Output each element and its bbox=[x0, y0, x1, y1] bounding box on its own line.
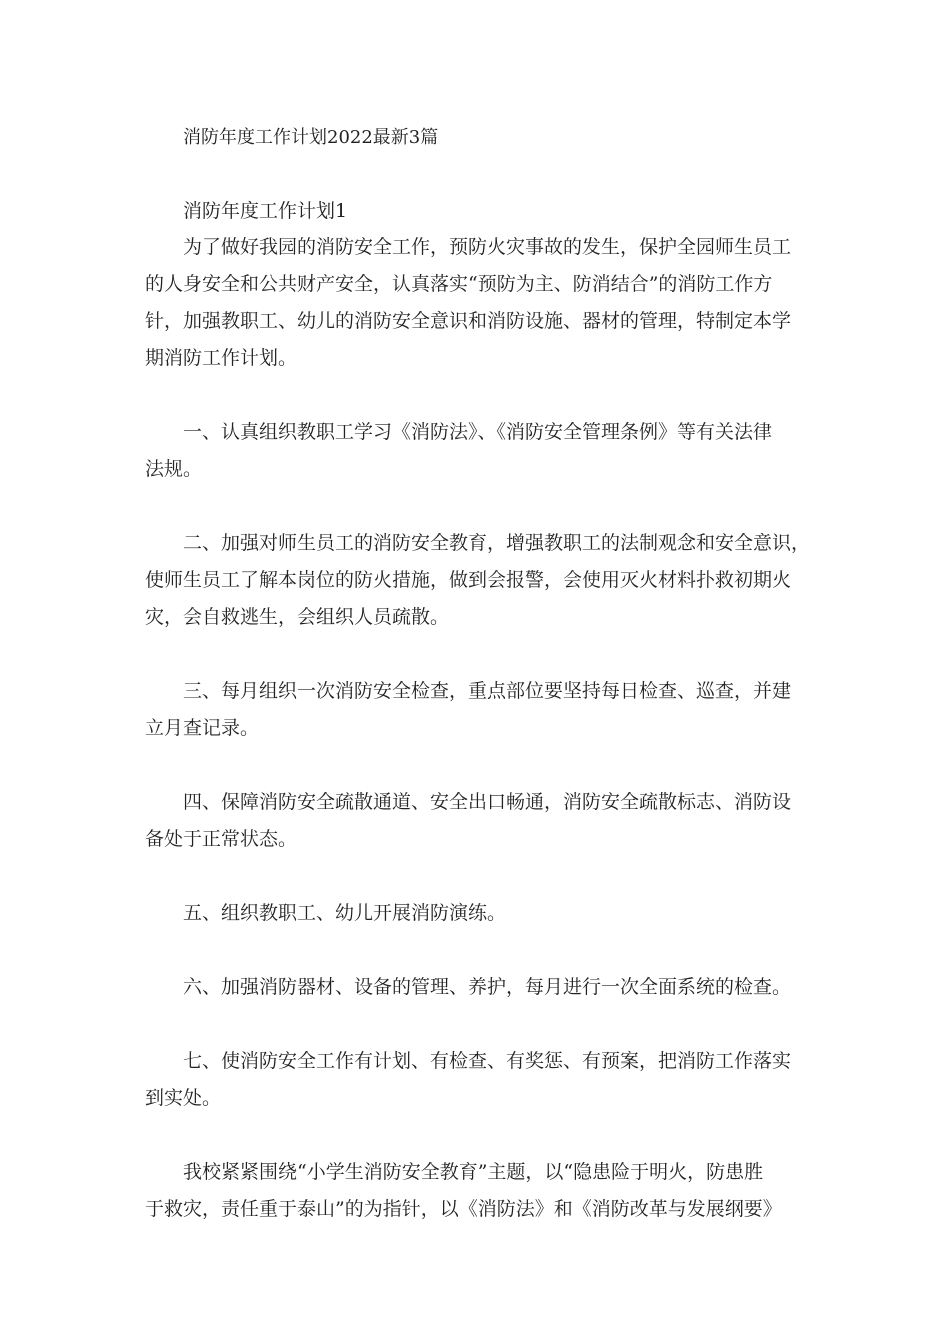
paragraph-line: 于救灾，责任重于泰山”的为指针，以《消防法》和《消防改革与发展纲要》 bbox=[145, 1198, 782, 1220]
paragraph-line: 的人身安全和公共财产安全，认真落实“预防为主、防消结合”的消防工作方 bbox=[145, 273, 773, 295]
paragraph-line: 备处于正常状态。 bbox=[145, 828, 298, 850]
paragraph-line: 三、每月组织一次消防安全检查，重点部位要坚持每日检查、巡查，并建 bbox=[183, 680, 792, 702]
paragraph-line: 法规。 bbox=[145, 458, 203, 480]
paragraph-line: 到实处。 bbox=[145, 1087, 222, 1109]
paragraph-line: 我校紧紧围绕“小学生消防安全教育”主题，以“隐患险于明火，防患胜 bbox=[183, 1161, 764, 1183]
paragraph-line: 六、加强消防器材、设备的管理、养护，每月进行一次全面系统的检查。 bbox=[183, 976, 792, 998]
paragraph-line: 七、使消防安全工作有计划、有检查、有奖惩、有预案，把消防工作落实 bbox=[183, 1050, 792, 1072]
paragraph-line: 四、保障消防安全疏散通道、安全出口畅通，消防安全疏散标志、消防设 bbox=[183, 791, 792, 813]
paragraph-line: 立月查记录。 bbox=[145, 717, 260, 739]
paragraph-line: 一、认真组织教职工学习《消防法》、《消防安全管理条例》等有关法律 bbox=[183, 421, 773, 443]
paragraph-line: 针，加强教职工、幼儿的消防安全意识和消防设施、器材的管理，特制定本学 bbox=[145, 310, 792, 332]
paragraph-line: 为了做好我园的消防安全工作，预防火灾事故的发生，保护全园师生员工 bbox=[183, 236, 792, 258]
paragraph-line: 使师生员工了解本岗位的防火措施，做到会报警，会使用灭火材料扑救初期火 bbox=[145, 569, 792, 591]
paragraph-line: 灾，会自救逃生，会组织人员疏散。 bbox=[145, 606, 450, 628]
paragraph-line: 期消防工作计划。 bbox=[145, 347, 298, 369]
section-heading: 消防年度工作计划1 bbox=[183, 200, 348, 222]
paragraph-line: 五、组织教职工、幼儿开展消防演练。 bbox=[183, 902, 507, 924]
document-title: 消防年度工作计划2022最新3篇 bbox=[183, 127, 439, 148]
paragraph-line: 二、加强对师生员工的消防安全教育，增强教职工的法制观念和安全意识， bbox=[183, 532, 811, 554]
